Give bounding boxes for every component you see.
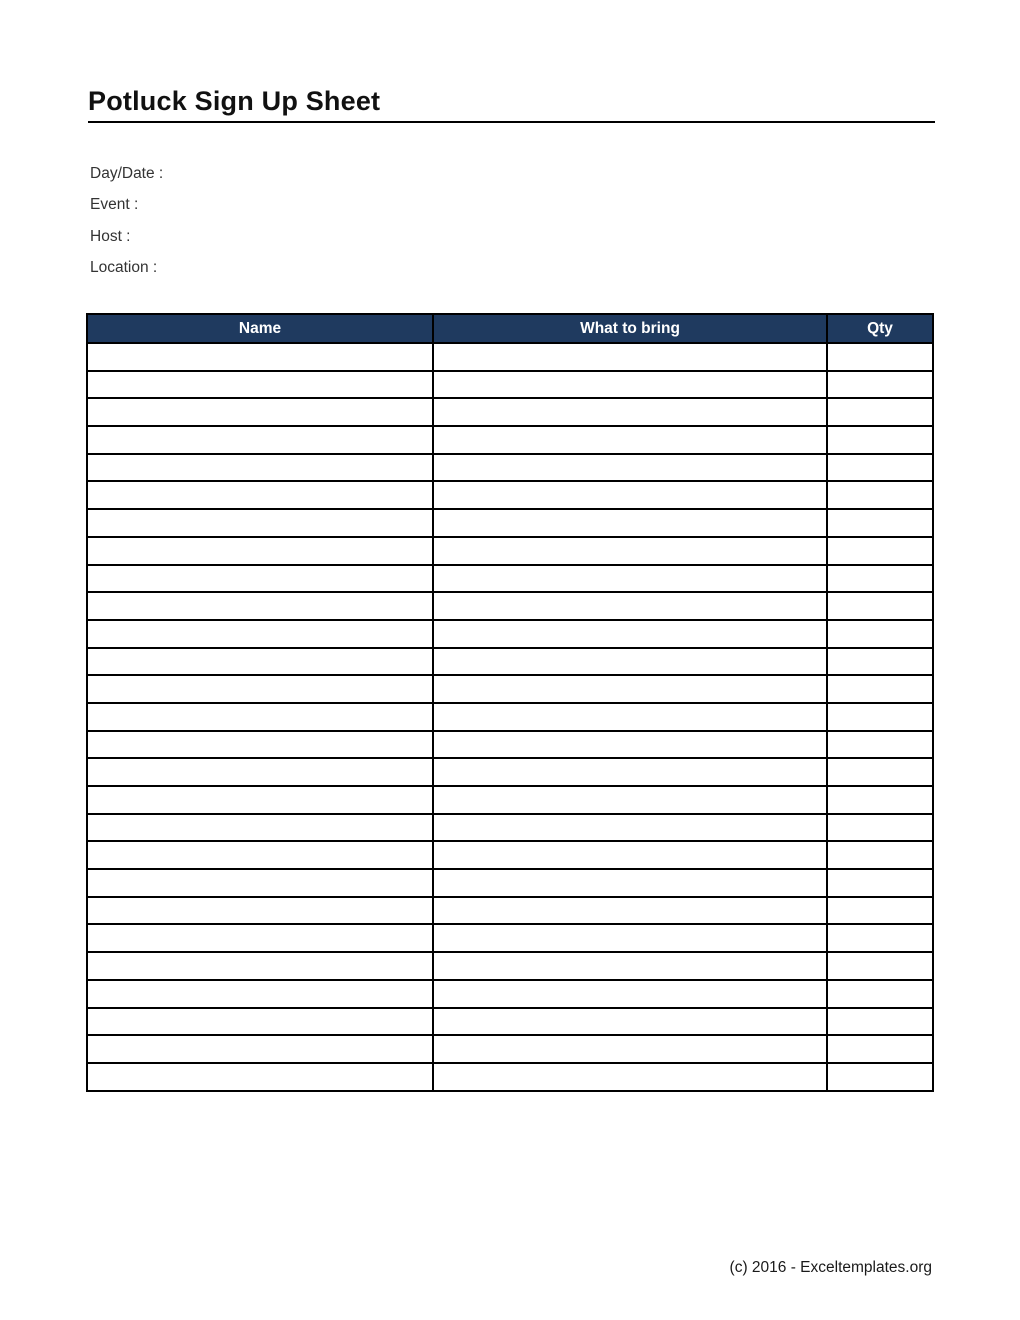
page-title: Potluck Sign Up Sheet [88, 86, 935, 123]
table-cell [827, 426, 933, 454]
day-date-label: Day/Date : [90, 164, 164, 182]
table-row [87, 481, 933, 509]
table-cell [87, 814, 433, 842]
table-cell [827, 952, 933, 980]
table-cell [433, 398, 827, 426]
table-cell [827, 592, 933, 620]
table-cell [87, 343, 433, 371]
table-cell [827, 454, 933, 482]
table-cell [433, 648, 827, 676]
table-row [87, 454, 933, 482]
table-cell [827, 481, 933, 509]
table-row [87, 814, 933, 842]
host-label: Host : [90, 227, 131, 245]
table-cell [87, 1008, 433, 1036]
event-info-fields [90, 158, 590, 284]
table-cell [433, 481, 827, 509]
table-cell [433, 592, 827, 620]
table-cell [87, 1063, 433, 1091]
field-host [90, 221, 590, 253]
table-cell [827, 537, 933, 565]
table-cell [827, 371, 933, 399]
table-cell [87, 481, 433, 509]
table-cell [827, 731, 933, 759]
table-cell [433, 924, 827, 952]
table-cell [827, 675, 933, 703]
table-row [87, 371, 933, 399]
table-row [87, 703, 933, 731]
table-row [87, 592, 933, 620]
table-cell [433, 371, 827, 399]
table-row [87, 398, 933, 426]
table-cell [827, 620, 933, 648]
table-cell [433, 952, 827, 980]
table-cell [433, 1035, 827, 1063]
table-cell [87, 648, 433, 676]
table-cell [87, 509, 433, 537]
table-cell [433, 675, 827, 703]
table-cell [87, 952, 433, 980]
table-cell [827, 841, 933, 869]
table-row [87, 509, 933, 537]
event-label: Event : [90, 196, 139, 214]
table-cell [433, 454, 827, 482]
table-row [87, 537, 933, 565]
signup-table-container [86, 313, 934, 1092]
table-cell [433, 703, 827, 731]
table-cell [827, 924, 933, 952]
field-event [90, 190, 590, 222]
table-row [87, 980, 933, 1008]
table-cell [827, 343, 933, 371]
table-cell [87, 924, 433, 952]
field-day-date [90, 158, 590, 190]
table-cell [87, 592, 433, 620]
table-row [87, 1063, 933, 1091]
table-cell [827, 703, 933, 731]
column-header-what-to-bring: What to bring [433, 314, 827, 343]
table-cell [433, 426, 827, 454]
table-cell [433, 758, 827, 786]
table-cell [87, 731, 433, 759]
table-row [87, 897, 933, 925]
table-row [87, 952, 933, 980]
table-cell [827, 980, 933, 1008]
table-cell [87, 675, 433, 703]
table-cell [87, 426, 433, 454]
table-cell [433, 731, 827, 759]
table-cell [433, 620, 827, 648]
table-row [87, 426, 933, 454]
table-cell [827, 814, 933, 842]
table-cell [433, 897, 827, 925]
table-cell [433, 1063, 827, 1091]
table-cell [827, 758, 933, 786]
table-cell [827, 398, 933, 426]
table-cell [87, 398, 433, 426]
table-cell [827, 1008, 933, 1036]
table-row [87, 869, 933, 897]
table-row [87, 620, 933, 648]
table-cell [827, 786, 933, 814]
table-cell [87, 1035, 433, 1063]
table-cell [87, 869, 433, 897]
table-cell [87, 371, 433, 399]
table-row [87, 675, 933, 703]
copyright-footer: (c) 2016 - Exceltemplates.org [729, 1259, 932, 1276]
table-cell [87, 565, 433, 593]
signup-table [86, 313, 934, 1092]
table-cell [433, 841, 827, 869]
table-cell [433, 537, 827, 565]
table-cell [827, 1035, 933, 1063]
signup-table-body [87, 343, 933, 1091]
table-row [87, 565, 933, 593]
table-cell [87, 758, 433, 786]
table-cell [433, 814, 827, 842]
table-cell [87, 841, 433, 869]
table-cell [87, 454, 433, 482]
table-row [87, 841, 933, 869]
table-cell [87, 703, 433, 731]
table-row [87, 786, 933, 814]
table-cell [433, 343, 827, 371]
column-header-qty: Qty [827, 314, 933, 343]
table-cell [87, 620, 433, 648]
table-row [87, 924, 933, 952]
table-cell [87, 980, 433, 1008]
table-header-row [87, 314, 933, 343]
table-cell [827, 897, 933, 925]
table-cell [433, 1008, 827, 1036]
column-header-name: Name [87, 314, 433, 343]
table-cell [87, 786, 433, 814]
table-row [87, 1035, 933, 1063]
table-cell [87, 897, 433, 925]
table-row [87, 731, 933, 759]
location-label: Location : [90, 259, 158, 277]
table-cell [827, 565, 933, 593]
table-cell [827, 1063, 933, 1091]
table-row [87, 648, 933, 676]
table-row [87, 343, 933, 371]
table-cell [827, 648, 933, 676]
table-cell [827, 509, 933, 537]
table-cell [433, 786, 827, 814]
table-cell [827, 869, 933, 897]
table-cell [87, 537, 433, 565]
table-cell [433, 509, 827, 537]
field-location [90, 253, 590, 285]
table-cell [433, 565, 827, 593]
table-cell [433, 980, 827, 1008]
table-row [87, 758, 933, 786]
table-row [87, 1008, 933, 1036]
table-cell [433, 869, 827, 897]
